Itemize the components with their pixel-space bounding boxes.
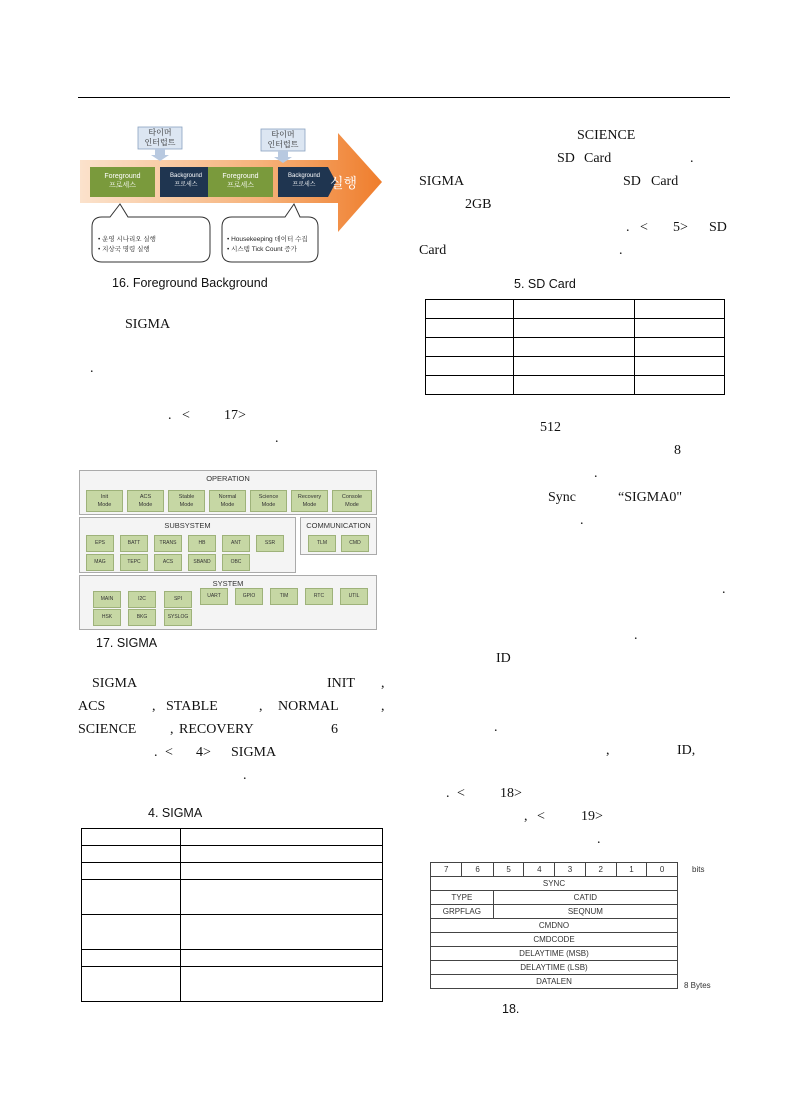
text-word: . xyxy=(580,513,584,528)
table-cell xyxy=(635,319,725,338)
chip-cmd: CMD xyxy=(341,535,369,552)
table-cell xyxy=(82,880,181,915)
bit-cell: 7 xyxy=(431,863,462,877)
text-word: , xyxy=(381,699,385,714)
chip-acs: ACS xyxy=(154,554,182,571)
chip-syslog: SYSLOG xyxy=(164,609,192,626)
field-sync: SYNC xyxy=(431,877,678,891)
text-word: INIT xyxy=(327,676,355,691)
text-sigma: SIGMA xyxy=(125,317,171,332)
chip-rtc: RTC xyxy=(305,588,333,605)
mode-word: Mode xyxy=(138,502,153,508)
field-row xyxy=(431,919,678,933)
field-row xyxy=(431,933,678,947)
note-line: • 지상국 명령 실행 xyxy=(98,246,150,253)
field-cmdcode: CMDCODE xyxy=(431,933,678,947)
mode-name: Init xyxy=(100,494,109,500)
mode-stable xyxy=(168,490,205,512)
mode-name: Console xyxy=(341,494,363,500)
foreground-process-2 xyxy=(208,172,273,190)
label-line: 타이머 xyxy=(148,128,172,137)
text-word: , xyxy=(524,809,528,824)
field-row xyxy=(431,905,678,919)
text-word: 5> xyxy=(673,220,688,235)
field-row xyxy=(431,975,678,989)
text-word: < xyxy=(640,220,648,235)
figure-16 xyxy=(80,125,386,267)
label-line: 프로세스 xyxy=(174,182,198,188)
figure-16-caption: 16. Foreground Background xyxy=(112,276,268,290)
table-cell xyxy=(426,376,514,395)
bit-cell: 2 xyxy=(585,863,616,877)
table-row xyxy=(82,863,383,880)
mode-word: Mode xyxy=(179,502,194,508)
text-word: , xyxy=(170,722,174,737)
figure-17-caption: 17. SIGMA xyxy=(96,636,158,650)
chip-ssr: SSR xyxy=(256,535,284,552)
text-word: 18> xyxy=(500,786,522,801)
figure-18-packet-header xyxy=(430,862,678,989)
chip-batt: BATT xyxy=(120,535,148,552)
text-word: 2GB xyxy=(465,197,492,212)
note-right xyxy=(227,235,308,255)
mode-console xyxy=(332,490,372,512)
table-cell xyxy=(82,967,181,1002)
mode-word: Mode xyxy=(220,502,235,508)
subsystem-panel xyxy=(79,517,296,573)
table-row xyxy=(82,829,383,846)
text-word: SCIENCE xyxy=(78,722,137,737)
mode-word: Mode xyxy=(302,502,317,508)
text-word: . xyxy=(722,582,726,597)
bit-cell: 6 xyxy=(462,863,493,877)
text-word: RECOVERY xyxy=(179,722,254,737)
chip-spi: SPI xyxy=(164,591,192,608)
label-line: 인터럽트 xyxy=(144,138,176,147)
text-word: 19> xyxy=(581,809,603,824)
mode-word: Mode xyxy=(261,502,276,508)
table-cell xyxy=(82,950,181,967)
header-rule xyxy=(78,97,730,98)
table-cell xyxy=(181,846,383,863)
field-row xyxy=(431,947,678,961)
table-row xyxy=(426,376,725,395)
background-process-2 xyxy=(278,172,330,190)
system-panel xyxy=(79,575,377,630)
chip-main: MAIN xyxy=(93,591,121,608)
table-cell xyxy=(514,300,635,319)
table-cell xyxy=(514,357,635,376)
label-line: 인터럽트 xyxy=(267,140,299,149)
mode-init xyxy=(86,490,123,512)
timer-interrupt-label-1 xyxy=(138,128,182,148)
mode-name: Stable xyxy=(178,494,195,500)
text-word: SIGMA xyxy=(419,174,465,189)
table-cell xyxy=(514,338,635,357)
table-5 xyxy=(425,299,725,395)
text-word: Sync xyxy=(548,490,576,505)
chip-hsk: HSK xyxy=(93,609,121,626)
chip-bkg: BKG xyxy=(128,609,156,626)
table-4 xyxy=(81,828,383,1002)
label-line: Background xyxy=(169,173,203,179)
text-period: . xyxy=(90,361,94,376)
table-cell xyxy=(82,863,181,880)
chip-tepc: TEPC xyxy=(120,554,148,571)
table-row xyxy=(82,880,383,915)
chip-hb: HB xyxy=(188,535,216,552)
mode-word: Mode xyxy=(345,502,359,508)
communication-title: COMMUNICATION xyxy=(306,521,371,530)
figure-18-caption: 18. xyxy=(502,1002,520,1016)
note-line: • 운영 시나리오 실행 xyxy=(98,236,156,243)
text-word: NORMAL xyxy=(278,699,339,714)
text-word: . xyxy=(619,243,623,258)
chip-obc: OBC xyxy=(222,554,250,571)
text-period: . xyxy=(275,431,279,446)
text-word: 8 xyxy=(674,443,681,458)
chip-trans: TRANS xyxy=(154,535,182,552)
timer-interrupt-label-2 xyxy=(261,130,305,150)
text-word: 512 xyxy=(540,420,561,435)
table-cell xyxy=(181,915,383,950)
text-fig-ref-17: 17> xyxy=(224,408,246,423)
run-label: 실행 xyxy=(330,175,358,191)
table-cell xyxy=(514,319,635,338)
mode-name: ACS xyxy=(139,494,152,500)
field-datalen: DATALEN xyxy=(431,975,678,989)
figure-17 xyxy=(79,470,379,630)
table-cell xyxy=(635,300,725,319)
label-line: 프로세스 xyxy=(108,182,137,189)
table-cell xyxy=(635,376,725,395)
mode-name: Normal xyxy=(218,494,237,500)
table-cell xyxy=(82,829,181,846)
bit-cell: 0 xyxy=(647,863,678,877)
bits-label: bits xyxy=(692,865,705,874)
text-word: Card xyxy=(584,151,612,166)
chip-sband: SBAND xyxy=(188,554,216,571)
text-word: . xyxy=(690,151,694,166)
chip-tlm: TLM xyxy=(308,535,336,552)
text-word: SIGMA xyxy=(92,676,138,691)
table-5-caption: 5. SD Card xyxy=(514,277,576,291)
text-lt: < xyxy=(182,408,190,423)
text-word: Card xyxy=(419,243,447,258)
table-row xyxy=(426,300,725,319)
text-word: Card xyxy=(651,174,679,189)
label-line: Foreground xyxy=(222,173,259,180)
table-row xyxy=(426,319,725,338)
text-word: SIGMA xyxy=(231,745,277,760)
table-cell xyxy=(514,376,635,395)
system-title: SYSTEM xyxy=(212,579,244,588)
field-row xyxy=(431,961,678,975)
field-grpflag: GRPFLAG xyxy=(431,905,494,919)
text-word: < xyxy=(457,786,465,801)
text-word: . xyxy=(626,220,630,235)
table-cell xyxy=(426,300,514,319)
text-period: . xyxy=(168,408,172,423)
table-row xyxy=(82,846,383,863)
text-word: ID xyxy=(496,651,511,666)
text-word: , xyxy=(606,743,610,758)
table-cell xyxy=(181,950,383,967)
table-row xyxy=(82,950,383,967)
text-word: , xyxy=(152,699,156,714)
text-word: “SIGMA0" xyxy=(618,490,683,505)
table-cell xyxy=(426,357,514,376)
label-line: 프로세스 xyxy=(292,182,316,188)
mode-name: Recovery xyxy=(297,494,322,500)
note-left xyxy=(98,235,156,255)
table-row xyxy=(426,357,725,376)
chip-util: UTIL xyxy=(340,588,368,605)
text-science: SCIENCE xyxy=(577,128,636,143)
label-line: 프로세스 xyxy=(226,182,255,189)
text-word: , xyxy=(259,699,263,714)
table-cell xyxy=(635,338,725,357)
subsystem-title: SUBSYSTEM xyxy=(164,521,211,530)
chip-uart: UART xyxy=(200,588,228,605)
text-word: SD xyxy=(709,220,727,235)
label-line: 타이머 xyxy=(271,130,295,139)
table-row xyxy=(426,338,725,357)
text-word: . xyxy=(597,832,601,847)
chip-eps: EPS xyxy=(86,535,114,552)
field-seqnum: SEQNUM xyxy=(493,905,677,919)
chip-ant: ANT xyxy=(222,535,250,552)
mode-recovery xyxy=(291,490,328,512)
bit-cell: 4 xyxy=(524,863,555,877)
text-word: . xyxy=(243,768,247,783)
table-4-caption: 4. SIGMA xyxy=(148,806,203,820)
chip-mag: MAG xyxy=(86,554,114,571)
chip-tim: TIM xyxy=(270,588,298,605)
text-word: . xyxy=(634,628,638,643)
text-word: ACS xyxy=(78,699,106,714)
bit-row xyxy=(431,863,678,877)
table-cell xyxy=(426,319,514,338)
field-row xyxy=(431,877,678,891)
field-type: TYPE xyxy=(431,891,494,905)
table-cell xyxy=(426,338,514,357)
mode-name: Science xyxy=(258,494,279,500)
text-word: ID, xyxy=(677,743,696,758)
chip-gpio: GPIO xyxy=(235,588,263,605)
text-word: 6 xyxy=(331,722,338,737)
text-word: SD xyxy=(557,151,575,166)
text-word: . xyxy=(154,745,158,760)
mode-word: Mode xyxy=(97,502,112,508)
bytes-label: 8 Bytes xyxy=(684,981,711,990)
note-line: • Housekeeping 데이터 수집 xyxy=(227,236,308,243)
field-delay-lsb: DELAYTIME (LSB) xyxy=(431,961,678,975)
communication-panel xyxy=(300,517,377,555)
bit-cell: 5 xyxy=(493,863,524,877)
field-catid: CATID xyxy=(493,891,677,905)
text-word: SD xyxy=(623,174,641,189)
text-word: STABLE xyxy=(166,699,218,714)
table-cell xyxy=(181,880,383,915)
table-cell xyxy=(181,863,383,880)
foreground-process-1 xyxy=(90,172,155,190)
field-delay-msb: DELAYTIME (MSB) xyxy=(431,947,678,961)
text-word: . xyxy=(494,720,498,735)
table-row xyxy=(82,915,383,950)
text-word: , xyxy=(381,676,385,691)
operation-panel xyxy=(79,470,377,515)
bit-cell: 1 xyxy=(616,863,647,877)
table-cell xyxy=(82,915,181,950)
text-word: < xyxy=(165,745,173,760)
mode-acs xyxy=(127,490,164,512)
label-line: Background xyxy=(287,173,321,179)
table-cell xyxy=(181,967,383,1002)
note-line: • 시스템 Tick Count 증가 xyxy=(227,246,297,253)
text-word: 4> xyxy=(196,745,211,760)
text-word: . xyxy=(594,466,598,481)
text-word: < xyxy=(537,809,545,824)
operation-title: OPERATION xyxy=(206,474,250,483)
mode-normal xyxy=(209,490,246,512)
table-cell xyxy=(635,357,725,376)
table-row xyxy=(82,967,383,1002)
label-line: Foreground xyxy=(104,173,141,180)
field-cmdno: CMDNO xyxy=(431,919,678,933)
field-row xyxy=(431,891,678,905)
background-process-1 xyxy=(160,172,212,190)
chip-i2c: I2C xyxy=(128,591,156,608)
table-cell xyxy=(82,846,181,863)
text-word: . xyxy=(446,786,450,801)
table-cell xyxy=(181,829,383,846)
bit-cell: 3 xyxy=(555,863,586,877)
mode-science xyxy=(250,490,287,512)
